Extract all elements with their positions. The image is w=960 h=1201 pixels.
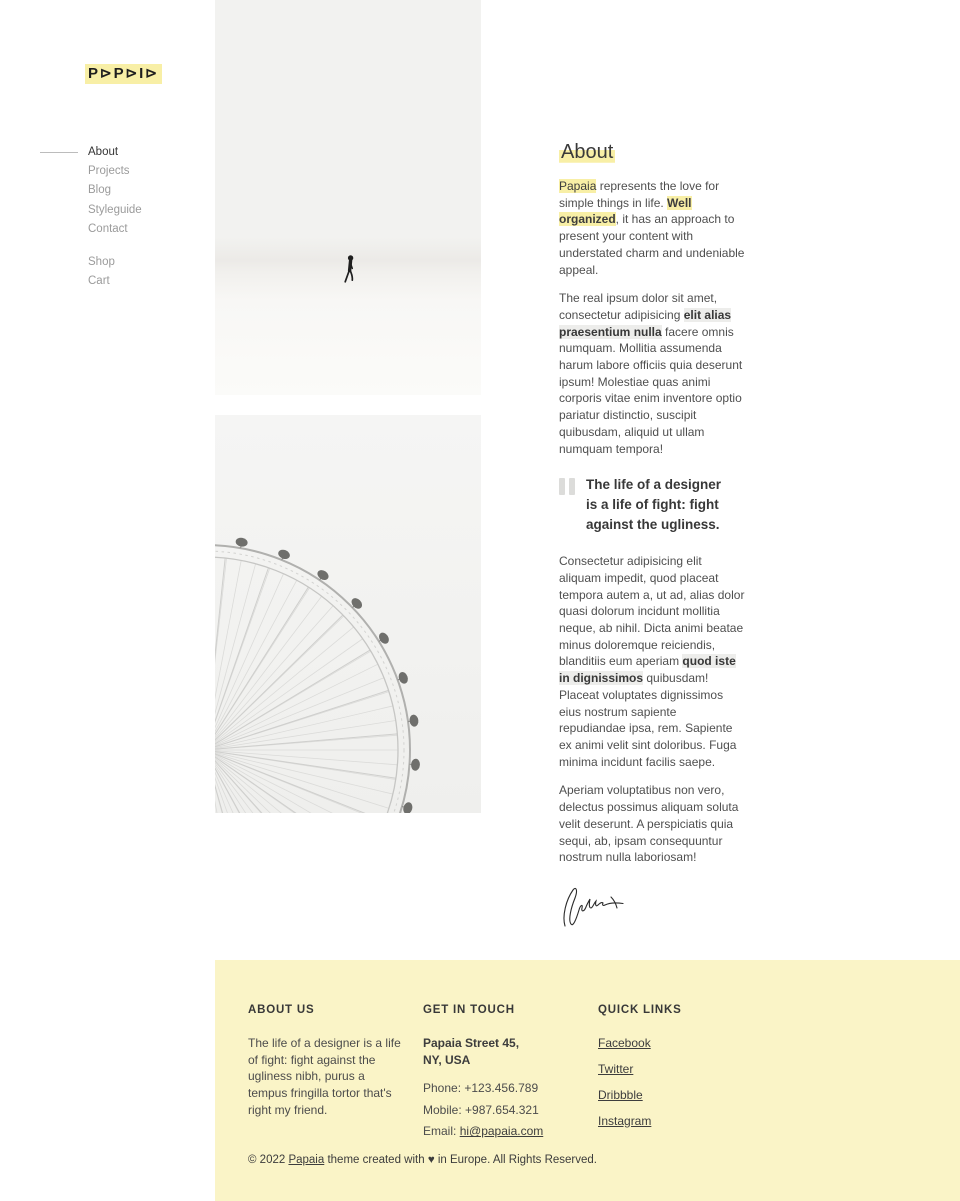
photo-walking-person — [215, 0, 481, 395]
email-line: Email: hi@papaia.com — [423, 1124, 544, 1139]
footer — [215, 960, 960, 1201]
about-article — [559, 140, 746, 935]
sidebar-item-label: Styleguide — [88, 203, 142, 216]
paragraph-1: Papaia represents the love for simple things in life. Well organized, it has an approach to present your content with understated charm and undeniable appeal. — [559, 179, 745, 277]
sidebar-item-about[interactable] — [88, 143, 142, 162]
active-indicator-line — [40, 152, 78, 153]
sidebar-item-label: Projects — [88, 165, 130, 178]
phone-number: +123.456.789 — [464, 1081, 539, 1096]
paragraph-4: Aperiam voluptatibus non vero, delectus possimus aliquam soluta velit deserunt. A perspiciatis quia sequi, ab, ipsam consequuntur nostrum nulla laboriosam! — [559, 783, 739, 865]
highlight-papaia: Papaia — [559, 179, 597, 193]
link-instagram[interactable]: Instagram — [598, 1113, 652, 1128]
sidebar-item-contact[interactable] — [88, 220, 142, 239]
footer-contact-column — [423, 1002, 583, 1143]
footer-links-heading: QUICK LINKS — [598, 1004, 682, 1016]
secondary-nav — [88, 253, 115, 291]
sidebar-item-label: Shop — [88, 256, 115, 268]
highlight-well-organized: Well organized — [559, 195, 692, 227]
link-facebook[interactable]: Facebook — [598, 1035, 651, 1050]
footer-contact-heading: GET IN TOUCH — [423, 1004, 515, 1016]
ferris-wheel-illustration — [215, 415, 481, 813]
footer-about-heading: ABOUT US — [248, 1004, 315, 1016]
walking-person-illustration — [215, 0, 481, 395]
phone-line: Phone: +123.456.789 — [423, 1081, 539, 1096]
blockquote — [559, 475, 746, 535]
paragraph-2: The real ipsum dolor sit amet, consectetur adipisicing elit alias praesentium nulla facere omnis numquam. Mollitia assumenda harum labore officiis quia deserunt ipsum! Molestiae quas animi corporis vitae enim inventore optio pariatur distinctio, suscipit quibusdam, aliquid ut ullam numquam tempora! — [559, 291, 743, 456]
sidebar-item-shop[interactable] — [88, 253, 115, 272]
quote-icon — [559, 475, 575, 535]
mobile-line: Mobile: +987.654.321 — [423, 1102, 539, 1117]
quote-text: The life of a designer is a life of fight: fight against the ugliness. — [586, 477, 722, 533]
footer-about-text: The life of a designer is a life of fight: fight against the ugliness nibh, purus a tempus fringilla tortor that's right my friend. — [248, 1035, 401, 1117]
sidebar-item-styleguide[interactable] — [88, 201, 142, 220]
page-title: About — [561, 141, 614, 163]
mobile-number: +987.654.321 — [465, 1102, 539, 1117]
highlight-quod-iste: quod iste in dignissimos — [559, 654, 736, 686]
sidebar-item-projects[interactable] — [88, 162, 142, 181]
sidebar-item-label: About — [88, 146, 119, 158]
link-dribbble[interactable]: Dribbble — [598, 1087, 643, 1102]
copyright: © 2022 Papaia theme created with ♥ in Europe. All Rights Reserved. — [248, 1154, 598, 1166]
email-link[interactable]: hi@papaia.com — [459, 1124, 544, 1139]
signature-icon — [559, 882, 637, 930]
copyright-brand-link[interactable]: Papaia — [288, 1154, 325, 1166]
footer-about-column — [248, 1002, 406, 1119]
sidebar-item-label: Blog — [88, 184, 112, 197]
sidebar-item-label: Cart — [88, 275, 110, 288]
footer-links-column — [598, 1002, 758, 1139]
sidebar-item-blog[interactable] — [88, 181, 142, 200]
primary-nav — [88, 143, 142, 239]
paragraph-3: Consectetur adipisicing elit aliquam impedit, quod placeat tempora autem a, ut ad, alias dolor quasi dolorum incidunt mollitia neque, ab nihil. Dicta animi beatae minus doloremque reiciendis, blanditiis eum aperiam quod iste in dignissimos quibusdam! Placeat voluptates dignissimos eius nostrum sapiente repudiandae ipsa, rem. Sapiente ex animi velit sint doloribus. Fuga minima incidunt facilis saepe. — [559, 554, 745, 769]
address: Papaia Street 45, NY, USA — [423, 1035, 520, 1067]
photo-ferris-wheel — [215, 415, 481, 813]
link-twitter[interactable]: Twitter — [598, 1061, 634, 1076]
sidebar-item-cart[interactable] — [88, 272, 115, 291]
logo[interactable]: P⊳P⊳I⊳ — [85, 64, 162, 84]
sidebar-item-label: Contact — [88, 222, 128, 235]
highlight-elit-alias: elit alias praesentium nulla — [559, 307, 732, 339]
